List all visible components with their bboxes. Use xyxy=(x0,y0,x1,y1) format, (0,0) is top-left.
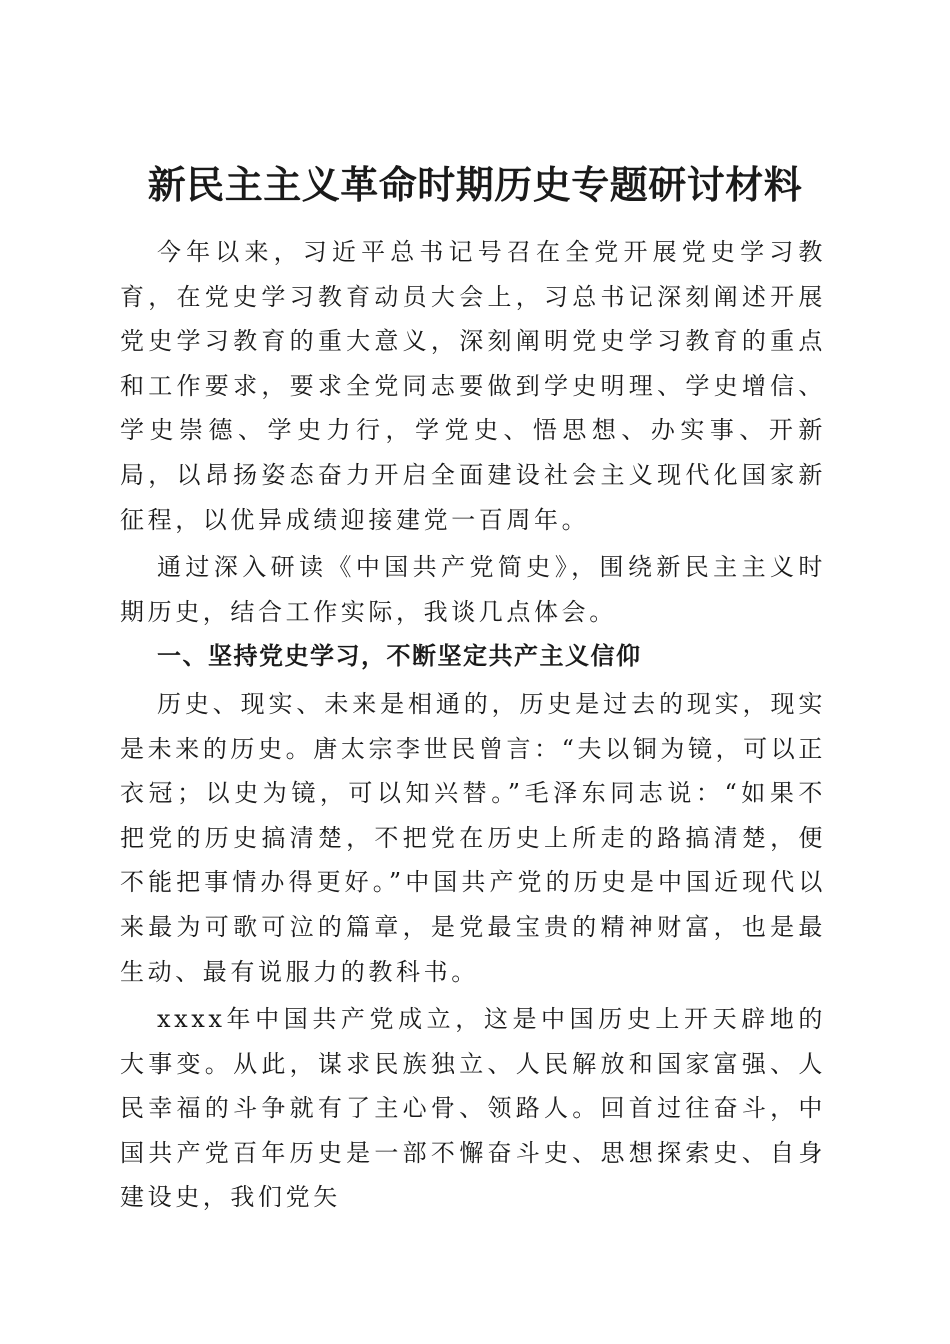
section-heading: 一、坚持党史学习，不断坚定共产主义信仰 xyxy=(157,642,642,671)
body-paragraph: 历史、现实、未来是相通的，历史是过去的现实，现实是未来的历史。唐太宗李世民曾言：“夫以铜为镜，可以正衣冠；以史为镜，可以知兴替。”毛泽东同志说：“如果不把党的历史搞清楚，不把党在历史上所走的路搞清楚，便不能把事情办得更好。”中国共产党的历史是中国近现代以来最为可歌可泣的篇章，是党最宝贵的精神财富，也是最生动、最有说服力的教科书。 xyxy=(120,689,826,986)
document-body xyxy=(120,230,826,1220)
body-paragraph: xxxx年中国共产党成立，这是中国历史上开天辟地的大事变。从此，谋求民族独立、人民解放和国家富强、人民幸福的斗争就有了主心骨、领路人。回首过往奋斗，中国共产党百年历史是一部不懈奋斗史、思想探索史、自身建设史，我们党矢 xyxy=(120,1005,826,1212)
body-paragraph: 今年以来，习近平总书记号召在全党开展党史学习教育，在党史学习教育动员大会上，习总书记深刻阐述开展党史学习教育的重大意义，深刻阐明党史学习教育的重点和工作要求，要求全党同志要做到学史明理、学史增信、学史崇德、学史力行，学党史、悟思想、办实事、开新局，以昂扬姿态奋力开启全面建设社会主义现代化国家新征程，以优异成绩迎接建党一百周年。 xyxy=(120,238,826,534)
document-title: 新民主主义革命时期历史专题研讨材料 xyxy=(147,162,803,208)
body-paragraph: 通过深入研读《中国共产党简史》，围绕新民主主义时期历史，结合工作实际，我谈几点体会。 xyxy=(120,553,826,626)
